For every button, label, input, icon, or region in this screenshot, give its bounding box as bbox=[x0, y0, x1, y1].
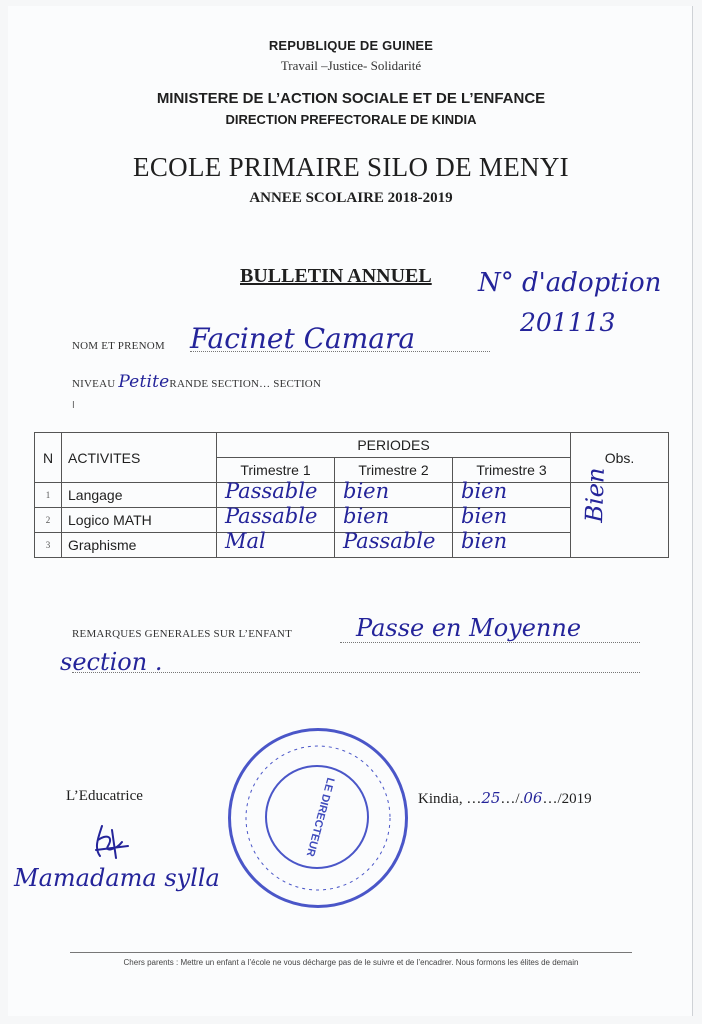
republic-title: REPUBLIQUE DE GUINEE bbox=[268, 38, 434, 53]
date-sep: …/. bbox=[500, 791, 524, 807]
date-month: 06 bbox=[523, 789, 543, 807]
grade-t3: bien bbox=[461, 479, 508, 503]
footer-note: Chers parents : Mettre un enfant a l’école ne vous décharge pas de le suivre et de l’encadrer. Nous formons les élites de demain bbox=[123, 958, 579, 967]
educator-label: L’Educatrice bbox=[66, 788, 143, 804]
national-motto: Travail –Justice- Solidarité bbox=[280, 58, 422, 73]
trimester-1-header: Trimestre 1 bbox=[217, 458, 335, 483]
row-number: 2 bbox=[35, 508, 62, 533]
footer-rule bbox=[70, 952, 632, 953]
school-stamp bbox=[228, 728, 408, 908]
col-activities-header: ACTIVITES bbox=[62, 433, 217, 483]
date-dots-2: … bbox=[542, 791, 558, 807]
remarks-text-2: section . bbox=[60, 648, 163, 676]
student-name: Facinet Camara bbox=[190, 322, 416, 355]
school-year: ANNEE SCOLAIRE 2018-2019 bbox=[249, 190, 453, 206]
remarks-label: REMARQUES GENERALES SUR L’ENFANT bbox=[72, 628, 292, 640]
grade-t2: Passable bbox=[343, 529, 436, 553]
stray-mark: I bbox=[72, 400, 75, 411]
teacher-name: Mamadama sylla bbox=[14, 864, 220, 892]
ministry-title: MINISTERE DE L’ACTION SOCIALE ET DE L’ENFANCE bbox=[156, 90, 546, 107]
col-n-header: N bbox=[35, 433, 62, 483]
adoption-number-value: 201113 bbox=[520, 308, 616, 337]
educator-signature-icon bbox=[88, 820, 138, 866]
grade-t1: Passable bbox=[225, 479, 318, 503]
adoption-number-label: N° d'adoption bbox=[478, 268, 662, 298]
remarks-text-1: Passe en Moyenne bbox=[356, 614, 582, 642]
activity-name: Logico MATH bbox=[62, 508, 217, 533]
remarks-dotted-line-1 bbox=[340, 642, 640, 643]
level-line bbox=[72, 372, 321, 392]
date-year: /2019 bbox=[557, 791, 592, 807]
place-label: Kindia, bbox=[418, 791, 467, 807]
grade-t2: bien bbox=[343, 479, 390, 503]
date-dots: … bbox=[466, 791, 482, 807]
grade-t2: bien bbox=[343, 504, 390, 528]
level-label: NIVEAU bbox=[72, 378, 116, 390]
col-periods-header: PERIODES bbox=[217, 433, 571, 458]
row-number: 1 bbox=[35, 483, 62, 508]
activity-name: Langage bbox=[62, 483, 217, 508]
level-options: RANDE SECTION… SECTION bbox=[169, 378, 322, 390]
date-day: 25 bbox=[481, 789, 501, 807]
grade-t1: Mal bbox=[225, 529, 266, 553]
row-number: 3 bbox=[35, 533, 62, 558]
trimester-3-header: Trimestre 3 bbox=[453, 458, 571, 483]
grade-t3: bien bbox=[461, 504, 508, 528]
date-line bbox=[418, 789, 592, 808]
trimester-2-header: Trimestre 2 bbox=[335, 458, 453, 483]
activity-name: Graphisme bbox=[62, 533, 217, 558]
col-obs-header: Obs. bbox=[571, 433, 669, 483]
grade-t3: bien bbox=[461, 529, 508, 553]
stamp-text: LE DIRECTEUR bbox=[303, 776, 337, 858]
level-value: Petite bbox=[118, 372, 170, 392]
grades-table bbox=[34, 432, 669, 558]
grade-t1: Passable bbox=[225, 504, 318, 528]
observation-value: Bien bbox=[580, 467, 610, 523]
name-label: NOM ET PRENOM bbox=[72, 340, 165, 352]
school-name: ECOLE PRIMAIRE SILO DE MENYI bbox=[133, 152, 569, 182]
direction-title: DIRECTION PREFECTORALE DE KINDIA bbox=[225, 112, 477, 127]
bulletin-title: BULLETIN ANNUEL bbox=[240, 265, 432, 287]
